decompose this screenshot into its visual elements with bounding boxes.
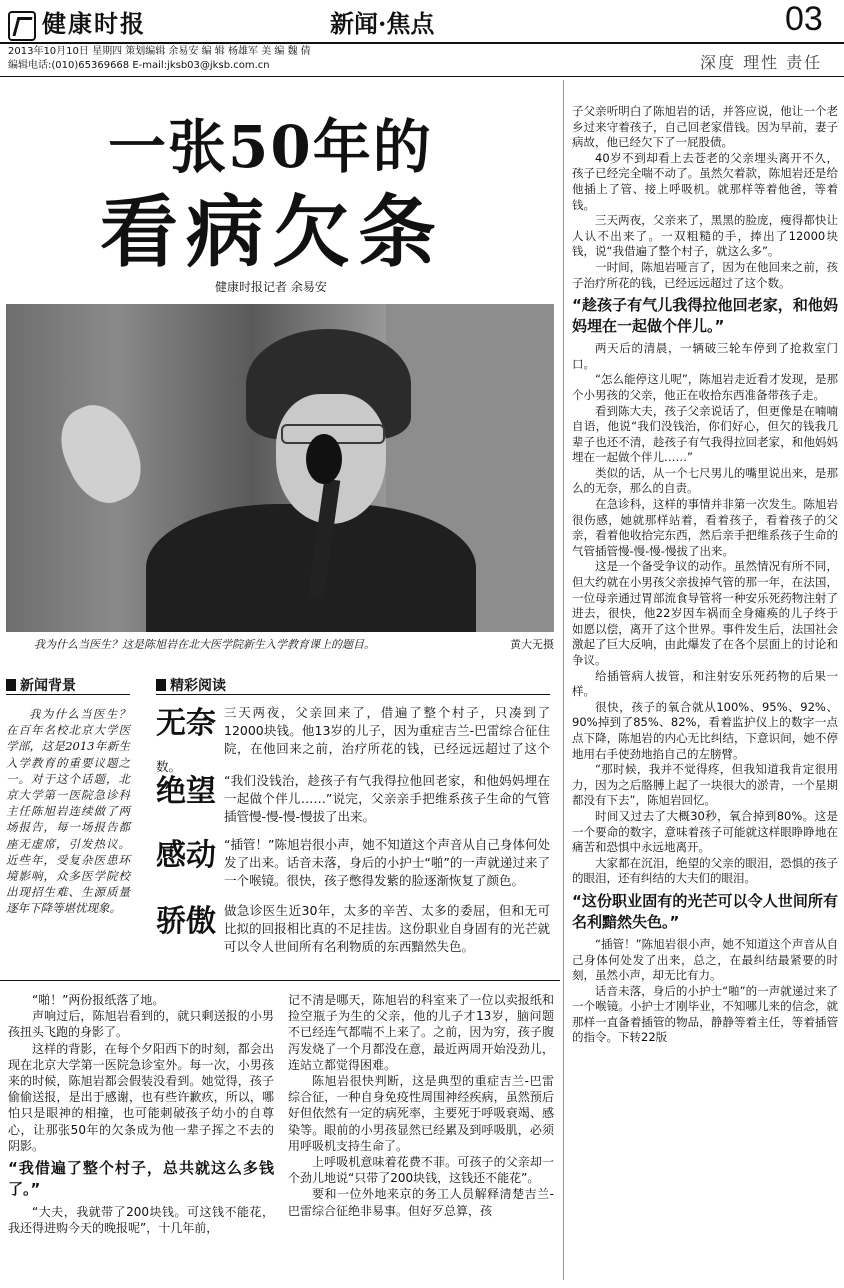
background-paragraph: 我为什么当医生？在百年名校北京大学医学部，这是2013年新生入学教育的重要议题之一。对于这个话题，北京大学第一医院急诊科主任陈旭岩连续做了两场报告，每一场报告都座无虚席，引发热议。近些年，受复杂医患环境影响，众多医学院校出现招生难、生源质量逐年下降等堪忧现象。 [6, 707, 130, 916]
highlight-item [156, 772, 550, 826]
photo-caption [34, 636, 554, 652]
pull-quote: “这份职业固有的光芒可以令人世间所有名利黯然失色。” [572, 891, 838, 931]
paragraph: 陈旭岩很快判断，这是典型的重症吉兰-巴雷综合征，一种自身免疫性周围神经疾病，虽然预后好但依然有一定的病死率，主要死于呼吸衰竭、感染等。眼前的小男孩显然已经累及到呼吸肌，必须用呼吸机支持生命了。 [288, 1074, 554, 1153]
highlight-item [156, 902, 550, 956]
highlights-title: 精彩阅读 [156, 675, 226, 695]
highlight-text: 做急诊医生近30年，太多的辛苦、太多的委屈，但和无可比拟的回报相比真的不足挂齿。这份职业自身固有的光芒就可以令人世间所有名利物质的东西黯然失色。 [224, 903, 550, 954]
highlight-item [156, 836, 550, 890]
paragraph: 上呼吸机意味着花费不菲。可孩子的父亲却一个劲儿地说“只带了200块钱，这钱还不能花”。 [288, 1155, 554, 1186]
lead-photo [6, 304, 554, 632]
masthead-name: 健康时报 [42, 9, 146, 38]
masthead-logo [8, 4, 208, 40]
headline-line1: 一张50年的 [108, 113, 433, 181]
highlight-text: 三天两夜，父亲回来了，借遍了整个村子，只凑到了12000块钱。他13岁的儿子，因为重症吉兰-巴雷综合征住院，在他回来之前，治疗所花的钱，已经远远超过了这个数。 [156, 705, 550, 774]
highlight-word: 绝望 [156, 774, 216, 809]
paragraph: 要和一位外地来京的务工人员解释清楚吉兰-巴雷综合征绝非易事。但好歹总算，孩 [288, 1187, 554, 1218]
photo-credit: 黄大无摄 [510, 638, 554, 651]
highlight-text: “插管！”陈旭岩很小声，她不知道这个声音从自己身体何处发了出来。话音未落，身后的小护士“啪”的一声就递过来了一个喉镜。很快，孩子憋得发紫的脸逐渐恢复了颜色。 [224, 837, 550, 888]
highlight-item [156, 704, 550, 776]
paragraph: 类似的话，从一个七尺男儿的嘴里说出来，是那么的无奈，那么的自责。 [572, 465, 838, 496]
paragraph: “插管！”陈旭岩很小声，她不知道这个声音从自己身体何处发了出来，总之，在最纠结最紧要的时刻，虽然小声，却无比有力。 [572, 936, 838, 983]
paragraph: “那时候，我并不觉得疼，但我知道我肯定很用力，因为之后胳膊上起了一块很大的淤青，一个星期都没有下去”，陈旭岩回忆。 [572, 762, 838, 808]
paragraph: 看到陈大夫，孩子父亲说话了，但更像是在喃喃自语，他说“我们没钱治，你们好心，但欠的钱我几辈子也还不清，趁孩子有气我得拉回老家，和他妈妈埋在一起做个伴儿……” [572, 403, 838, 465]
paragraph: 在急诊科，这样的事情并非第一次发生。陈旭岩很伤感，她就那样站着，看着孩子，看着孩子的父亲，看着他收拾完东西，然后亲手把维系孩子生命的气管插管慢-慢-慢-慢拔了出来。 [572, 497, 838, 558]
paragraph: 记不清是哪天，陈旭岩的科室来了一位以卖报纸和捡空瓶子为生的父亲，他的儿子才13岁，脑问题不已经连气都喘不上来了。之前，因为穷，孩子腹泻发烧了一个月都没在意，最近两周开始没劲儿，连站立都觉得困难。 [288, 993, 554, 1072]
paragraph: 大家都在沉泪，绝望的父亲的眼泪，恐惧的孩子的眼泪，还有纠结的大夫们的眼泪。 [572, 855, 838, 886]
paragraph: 这样的背影，在每个夕阳西下的时刻，都会出现在北京大学第一医院急诊室外。每一次，小男孩来的时候，陈旭岩都会假装没看到。她觉得，孩子偷偷送报，是出于感谢，也有些许歉疚，所以，哪怕只是眼神的相撞，也可能刺破孩子幼小的自尊心，让那张50年的欠条成为他一辈子挥之不去的阴影。 [8, 1041, 274, 1153]
highlight-text: “我们没钱治，趁孩子有气我得拉他回老家，和他妈妈埋在一起做个伴儿……”说完，父亲亲手把维系孩子生命的气管插管慢-慢-慢-慢拔了出来。 [224, 773, 550, 824]
paragraph: 三天两夜，父亲来了，黑黑的脸庞，瘦得都快让人认不出来了。一双粗糙的手，捧出了12000块钱，说“我借遍了整个村子，就这么多”。 [572, 213, 838, 259]
highlight-word: 骄傲 [156, 904, 216, 939]
column-divider [563, 80, 564, 1280]
tagline: 深度 理性 责任 [700, 53, 823, 72]
background-text [6, 706, 130, 917]
pull-quote: “我借遍了整个村子，总共就这么多钱了。” [8, 1159, 274, 1199]
paragraph: 这是一个备受争议的动作。虽然情况有所不同，但大约就在小男孩父亲拔掉气管的那一年，在法国，一位母亲通过胃部流食导管将一种安乐死药物注射了进去，很快，他22岁因车祸而全身瘫痪的儿子终于如愿以偿，离开了这个世界。事件发生后，法国社会激起了巨大反响，由此爆发了在各个层面上的讨论和争议。 [572, 559, 838, 667]
column-right [572, 104, 838, 1046]
page-number: 03 [785, 0, 823, 38]
caption-text: 我为什么当医生？这是陈旭岩在北大医学院新生入学教育课上的题目。 [34, 638, 375, 651]
paragraph: 话音未落，身后的小护士“啪”的一声就递过来了一个喉镜。小护士才刚毕业，不知哪儿来的信念，就那样一直备着插管的物品，静静等着主任，等着插管的指令。下转22版 [572, 983, 838, 1045]
byline: 健康时报记者 余易安 [215, 280, 327, 294]
column-bottom-middle [288, 992, 554, 1219]
logo-icon [8, 11, 36, 41]
meta-editors: 2013年10月10日 星期四 策划编辑 余易安 编 辑 杨雄军 美 编 魏 倩 [8, 46, 311, 57]
background-title: 新闻背景 [6, 675, 76, 695]
paragraph: “怎么能停这儿呢”，陈旭岩走近看才发现，是那个小男孩的父亲，他正在收拾东西准备带孩子走。 [572, 372, 838, 402]
paragraph: 一时间，陈旭岩哑言了，因为在他回来之前，孩子治疗所花的钱，已经远远超过了这个数。 [572, 259, 838, 290]
paragraph: “大夫，我就带了200块钱。可这钱不能花，我还得进购今天的晚报呢”，十几年前， [8, 1205, 274, 1236]
paragraph: 40岁不到却看上去苍老的父亲埋头离开不久，孩子已经完全喘不动了。虽然欠着款，陈旭岩还是给他插上了管、接上呼吸机。就那样等着他爸，等着钱。 [572, 150, 838, 212]
header-rule [0, 42, 844, 44]
paragraph: 子父亲听明白了陈旭岩的话，并答应说，他让一个老乡过来守着孩子，自己回老家借钱。因为早前，妻子病故，他已经欠下了一屁股债。 [572, 104, 838, 150]
paragraph: 很快，孩子的氧合就从100%、95%、92%、90%掉到了85%、82%，看着监护仪上的数字一点点下降，陈旭岩的内心无比纠结，下意识间，她不停地用右手使劲地掐自己的左膀臂。 [572, 699, 838, 761]
background-rule [6, 694, 130, 695]
paragraph: 两天后的清晨，一辆破三轮车停到了抢救室门口。 [572, 341, 838, 371]
header-rule-bottom [0, 76, 844, 77]
column-bottom-left [8, 992, 274, 1236]
headline-line2: 看病欠条 [100, 187, 445, 278]
section-title: 新闻·焦点 [330, 9, 435, 38]
highlights-rule [156, 694, 550, 695]
header-meta [8, 45, 438, 73]
section-divider [0, 980, 560, 981]
highlight-word: 感动 [156, 838, 216, 873]
paragraph: 时间又过去了大概30秒，氧合掉到80%。这是一个要命的数字，意味着孩子可能就这样眼睁睁地在痛苦和恐惧中永远地离开。 [572, 808, 838, 855]
microphone-icon [306, 434, 342, 484]
meta-contact: 编辑电话:(010)65369668 E-mail:jksb03@jksb.com.cn [8, 60, 270, 71]
pull-quote: “趁孩子有气儿我得拉他回老家，和他妈妈埋在一起做个伴儿。” [572, 296, 838, 336]
highlight-word: 无奈 [156, 706, 216, 741]
paragraph: “啪！”两份报纸落了地。 [32, 993, 165, 1007]
paragraph: 给插管病人拔管，和注射安乐死药物的后果一样。 [572, 668, 838, 699]
paragraph: 声响过后，陈旭岩看到的，就只剩送报的小男孩扭头飞跑的身影了。 [8, 1009, 274, 1040]
